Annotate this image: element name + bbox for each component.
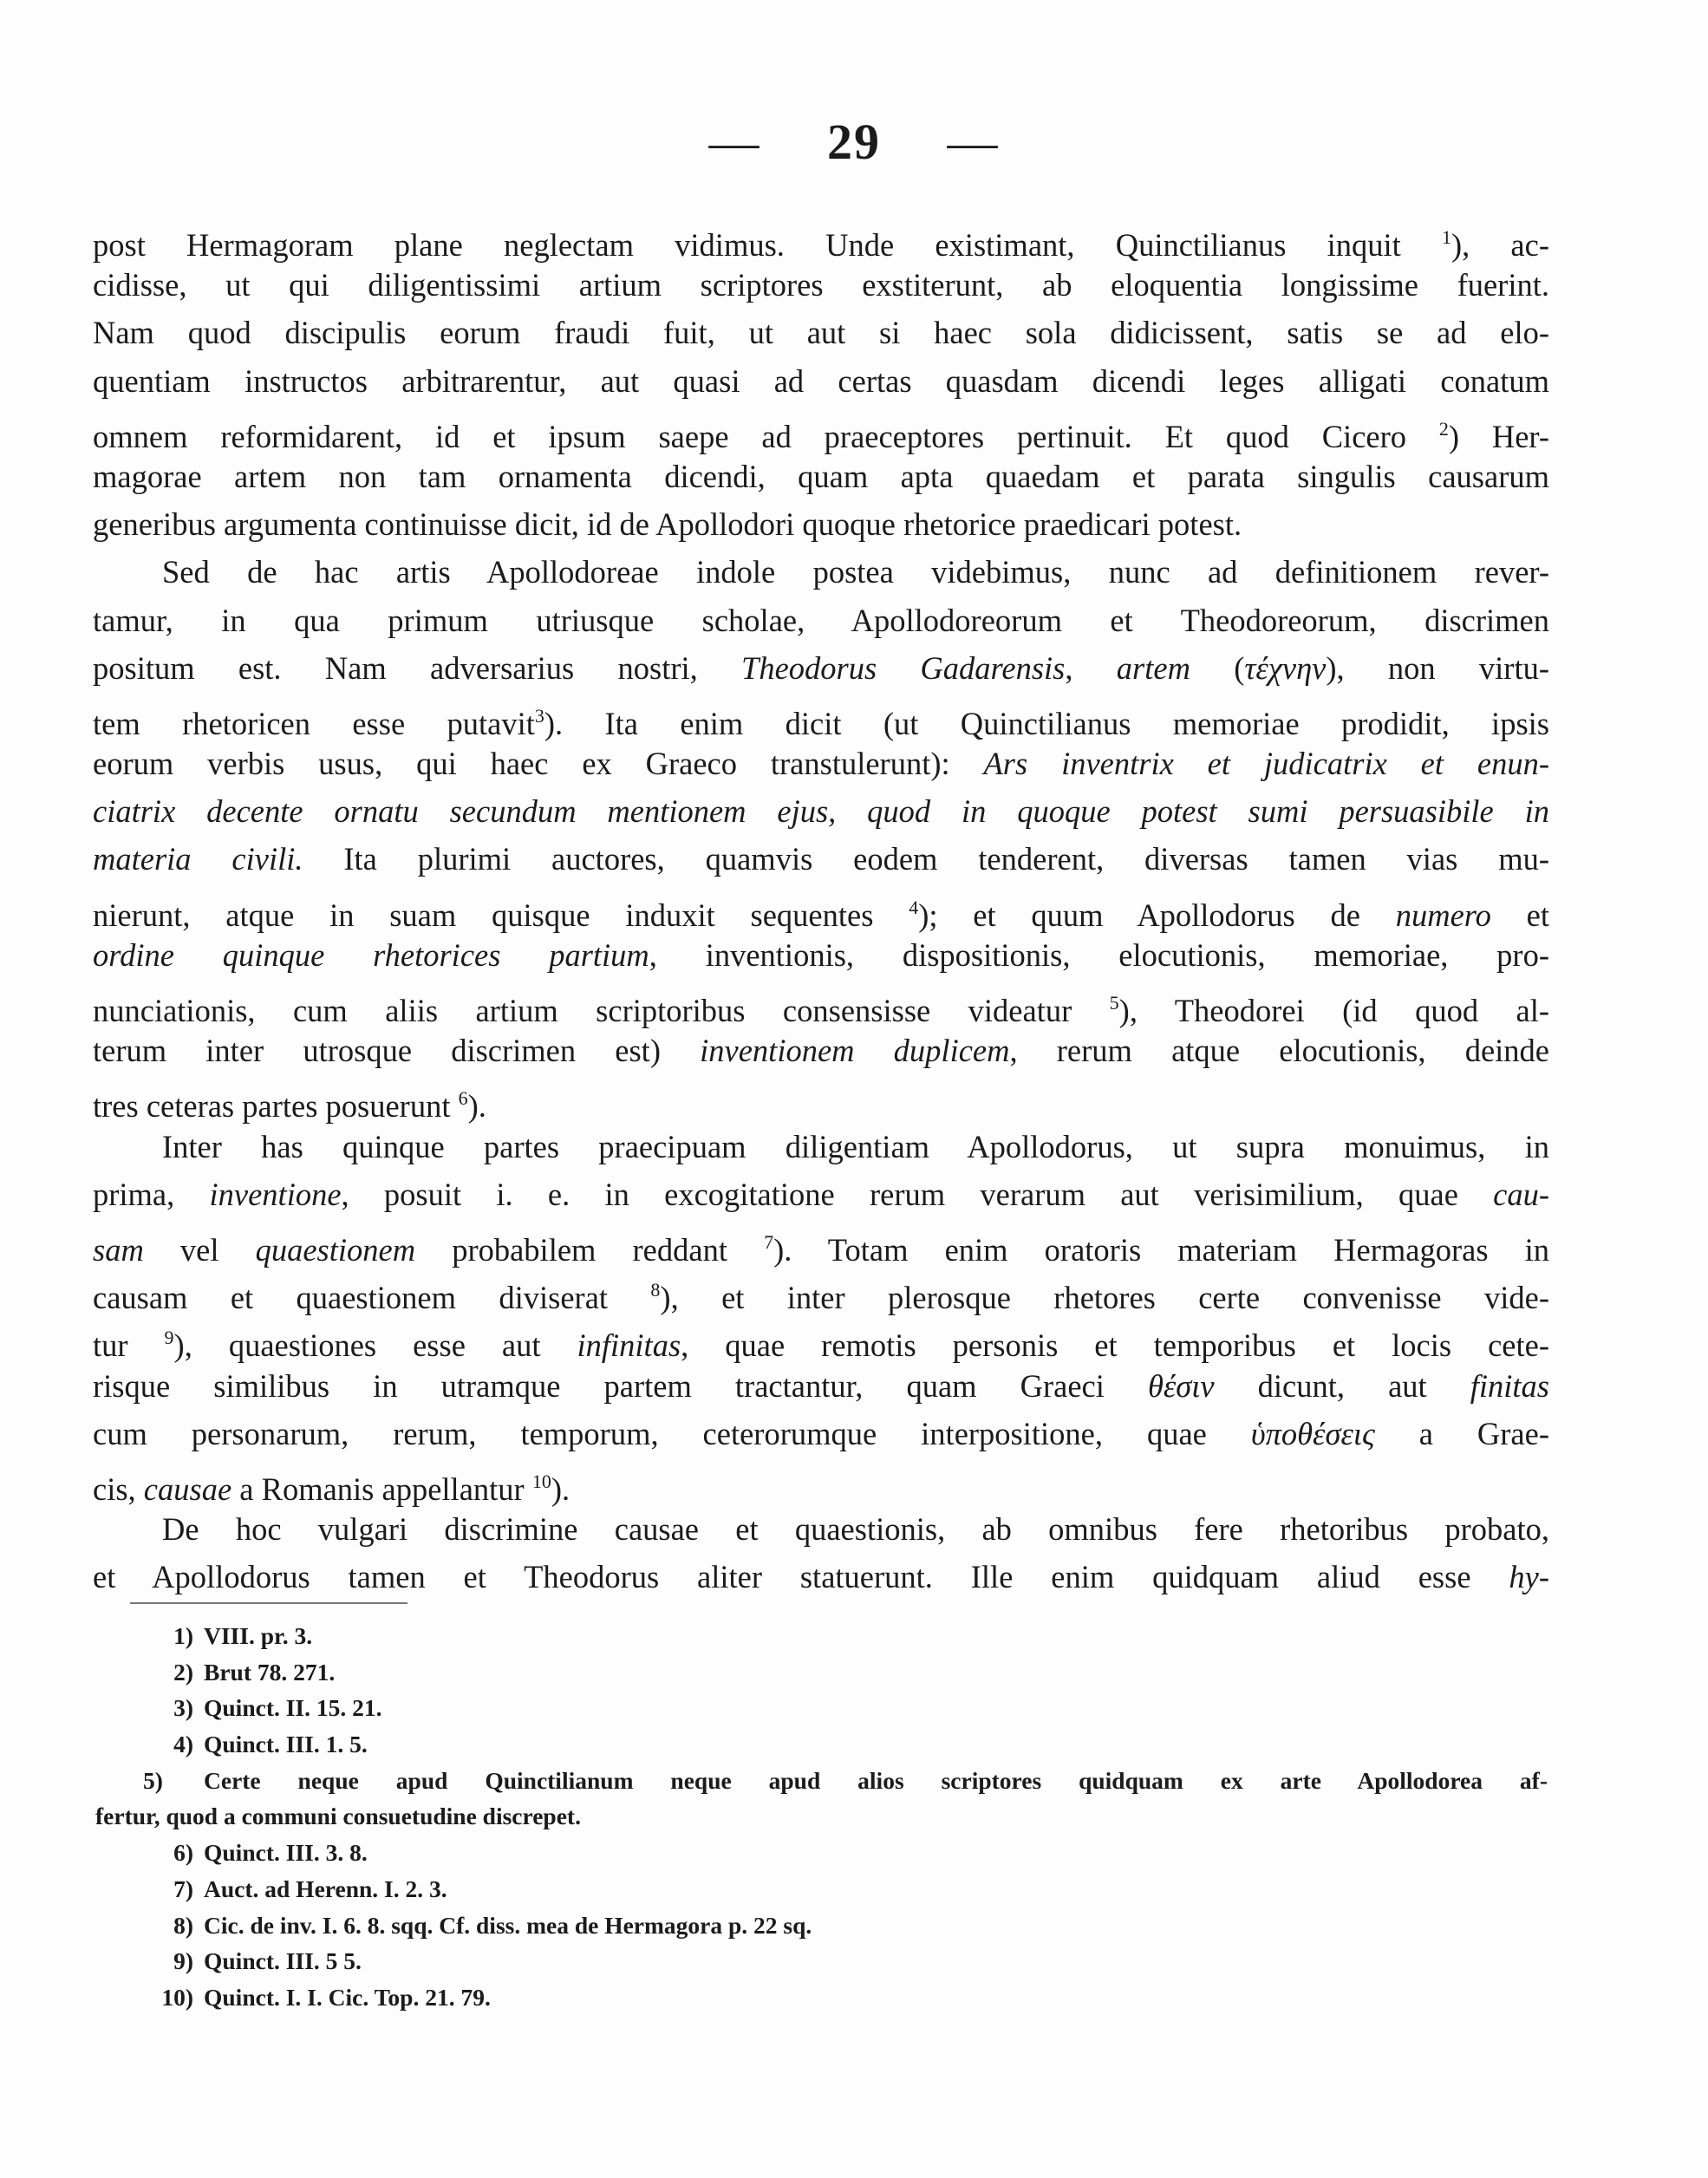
text-line: omnem reformidarent, id et ipsum saepe ad praeceptores pertinuit. Et quod Cicero $^2$) Her- — [93, 417, 1550, 454]
text-line: ciatrix decente ornatu secundum mentionem ejus, quod in quoque potest sumi persuasibile in — [93, 793, 1549, 830]
text-line: tur $^9$), quaestiones esse aut infinitas, quae remotis personis et temporibus et locis cete- — [93, 1327, 1549, 1364]
footnote-text: Quinct. II. 15. 21. — [204, 1694, 382, 1722]
text-line: cum personarum, rerum, temporum, ceterorumque interpositione, quae ὑποθέσεις a Grae- — [93, 1415, 1549, 1451]
footnote — [143, 1763, 1548, 1799]
footnote — [143, 1979, 1548, 2016]
footnote-text: Quinct. III. 5 5. — [204, 1947, 362, 1975]
page-number: 29 — [827, 114, 881, 170]
footnote — [143, 1835, 1548, 1871]
page-header — [0, 113, 1708, 171]
text-line: nunciationis, cum aliis artium scriptoribus consensisse videatur $^5$), Theodorei (id quod al- — [93, 992, 1550, 1028]
footnote-text: Certe neque apud Quinctilianum neque apud alios scriptores quidquam ex arte Apollodorea af- — [204, 1766, 1548, 1794]
footnote-number: 5) — [143, 1766, 163, 1794]
footnote — [143, 1654, 1548, 1691]
footnote-text: Cic. de inv. I. 6. 8. sqq. Cf. diss. mea de Hermagora p. 22 sq. — [204, 1911, 812, 1939]
footnote-text: Quinct. I. I. Cic. Top. 21. 79. — [204, 1983, 491, 2011]
footnote — [143, 1871, 1548, 1907]
text-line: magorae artem non tam ornamenta dicendi, quam apta quaedam et parata singulis causarum — [93, 458, 1549, 494]
footnote — [95, 1798, 1548, 1835]
text-line: tres ceteras partes posuerunt $^6$). — [93, 1087, 486, 1125]
footnote-number: 8) — [173, 1911, 193, 1939]
text-line: positum est. Nam adversarius nostri, Theodorus Gadarensis, artem (τέχνην), non virtu- — [93, 649, 1550, 686]
footnote-text: Brut 78. 271. — [204, 1658, 336, 1686]
footnote-text: Quinct. III. 3. 8. — [204, 1839, 368, 1867]
footnote-number: 1) — [173, 1622, 193, 1649]
footnote-text: fertur, quod a communi consuetudine discrepet. — [95, 1803, 581, 1830]
text-line: terum inter utrosque discrimen est) inventionem duplicem, rerum atque elocutionis, deinde — [93, 1033, 1550, 1069]
text-line: Sed de hac artis Apollodoreae indole postea videbimus, nunc ad definitionem rever- — [162, 554, 1549, 590]
footnote — [143, 1943, 1548, 1979]
text-line: ordine quinque rhetorices partium, inventionis, dispositionis, elocutionis, memoriae, pro- — [93, 936, 1549, 973]
footnote — [143, 1618, 1548, 1654]
text-line: sam vel quaestionem probabilem reddant $^7$). Totam enim oratoris materiam Hermagoras in — [93, 1230, 1550, 1268]
text-line: cidisse, ut qui diligentissimi artium scriptores exstiterunt, ab eloquentia longissime fuerint. — [93, 267, 1549, 303]
text-line: De hoc vulgari discrimine causae et quaestionis, ab omnibus fere rhetoribus probato, — [162, 1511, 1549, 1548]
text-line: nierunt, atque in suam quisque induxit sequentes $^4$); et quum Apollodorus de numero et — [93, 896, 1550, 933]
footnote-number: 7) — [173, 1875, 193, 1902]
text-line: tamur, in qua primum utriusque scholae, Apollodoreorum et Theodoreorum, discrimen — [93, 602, 1549, 638]
footnote-text: VIII. pr. 3. — [204, 1622, 313, 1649]
footnote — [143, 1690, 1548, 1726]
footnote — [143, 1907, 1548, 1944]
main-text — [93, 213, 1549, 1601]
footnote-text: Quinct. III. 1. 5. — [204, 1731, 368, 1758]
footnote-rule — [130, 1602, 407, 1604]
text-line: tem rhetoricen esse putavit$^3$). Ita enim dicit (ut Quinctilianus memoriae prodidit, ipsis — [93, 704, 1549, 741]
footnote-number: 9) — [173, 1947, 193, 1975]
text-line: cis, causae a Romanis appellantur $^{10}$). — [93, 1470, 570, 1507]
text-line: generibus argumenta continuisse dicit, id de Apollodori quoque rhetorice praedicari potest. — [93, 506, 1242, 543]
footnote-number: 4) — [173, 1731, 193, 1758]
header-dash-right: — — [947, 114, 1000, 170]
text-line: risque similibus in utramque partem tractantur, quam Graeci θέσιν dicunt, aut finitas — [93, 1367, 1549, 1404]
footnotes — [95, 1618, 1548, 2016]
text-line: eorum verbis usus, qui haec ex Graeco transtulerunt): Ars inventrix et judicatrix et enun- — [93, 746, 1549, 782]
text-line: et Apollodorus tamen et Theodorus aliter statuerunt. Ille enim quidquam aliud esse hy- — [93, 1559, 1549, 1595]
text-line: Nam quod discipulis eorum fraudi fuit, ut aut si haec sola didicissent, satis se ad elo- — [93, 315, 1549, 351]
footnote-number: 10) — [161, 1983, 193, 2011]
header-dash-left: — — [708, 114, 761, 170]
text-line: quentiam instructos arbitrarentur, aut quasi ad certas quasdam dicendi leges alligati conatum — [93, 362, 1549, 399]
footnote-text: Auct. ad Herenn. I. 2. 3. — [204, 1875, 447, 1902]
footnote-number: 6) — [173, 1839, 193, 1867]
footnote — [143, 1726, 1548, 1763]
text-line: materia civili. Ita plurimi auctores, quamvis eodem tenderent, diversas tamen vias mu- — [93, 841, 1549, 877]
footnote-number: 3) — [173, 1694, 193, 1722]
footnote-number: 2) — [173, 1658, 193, 1686]
text-line: post Hermagoram plane neglectam vidimus. Unde existimant, Quinctilianus inquit $^1$), ac- — [93, 226, 1549, 263]
text-line: Inter has quinque partes praecipuam diligentiam Apollodorus, ut supra monuimus, in — [162, 1128, 1549, 1164]
text-line: causam et quaestionem diviserat $^8$), et inter plerosque rhetores certe convenisse vide- — [93, 1279, 1549, 1316]
text-line: prima, inventione, posuit i. e. in excogitatione rerum verarum aut verisimilium, quae cau- — [93, 1176, 1550, 1212]
